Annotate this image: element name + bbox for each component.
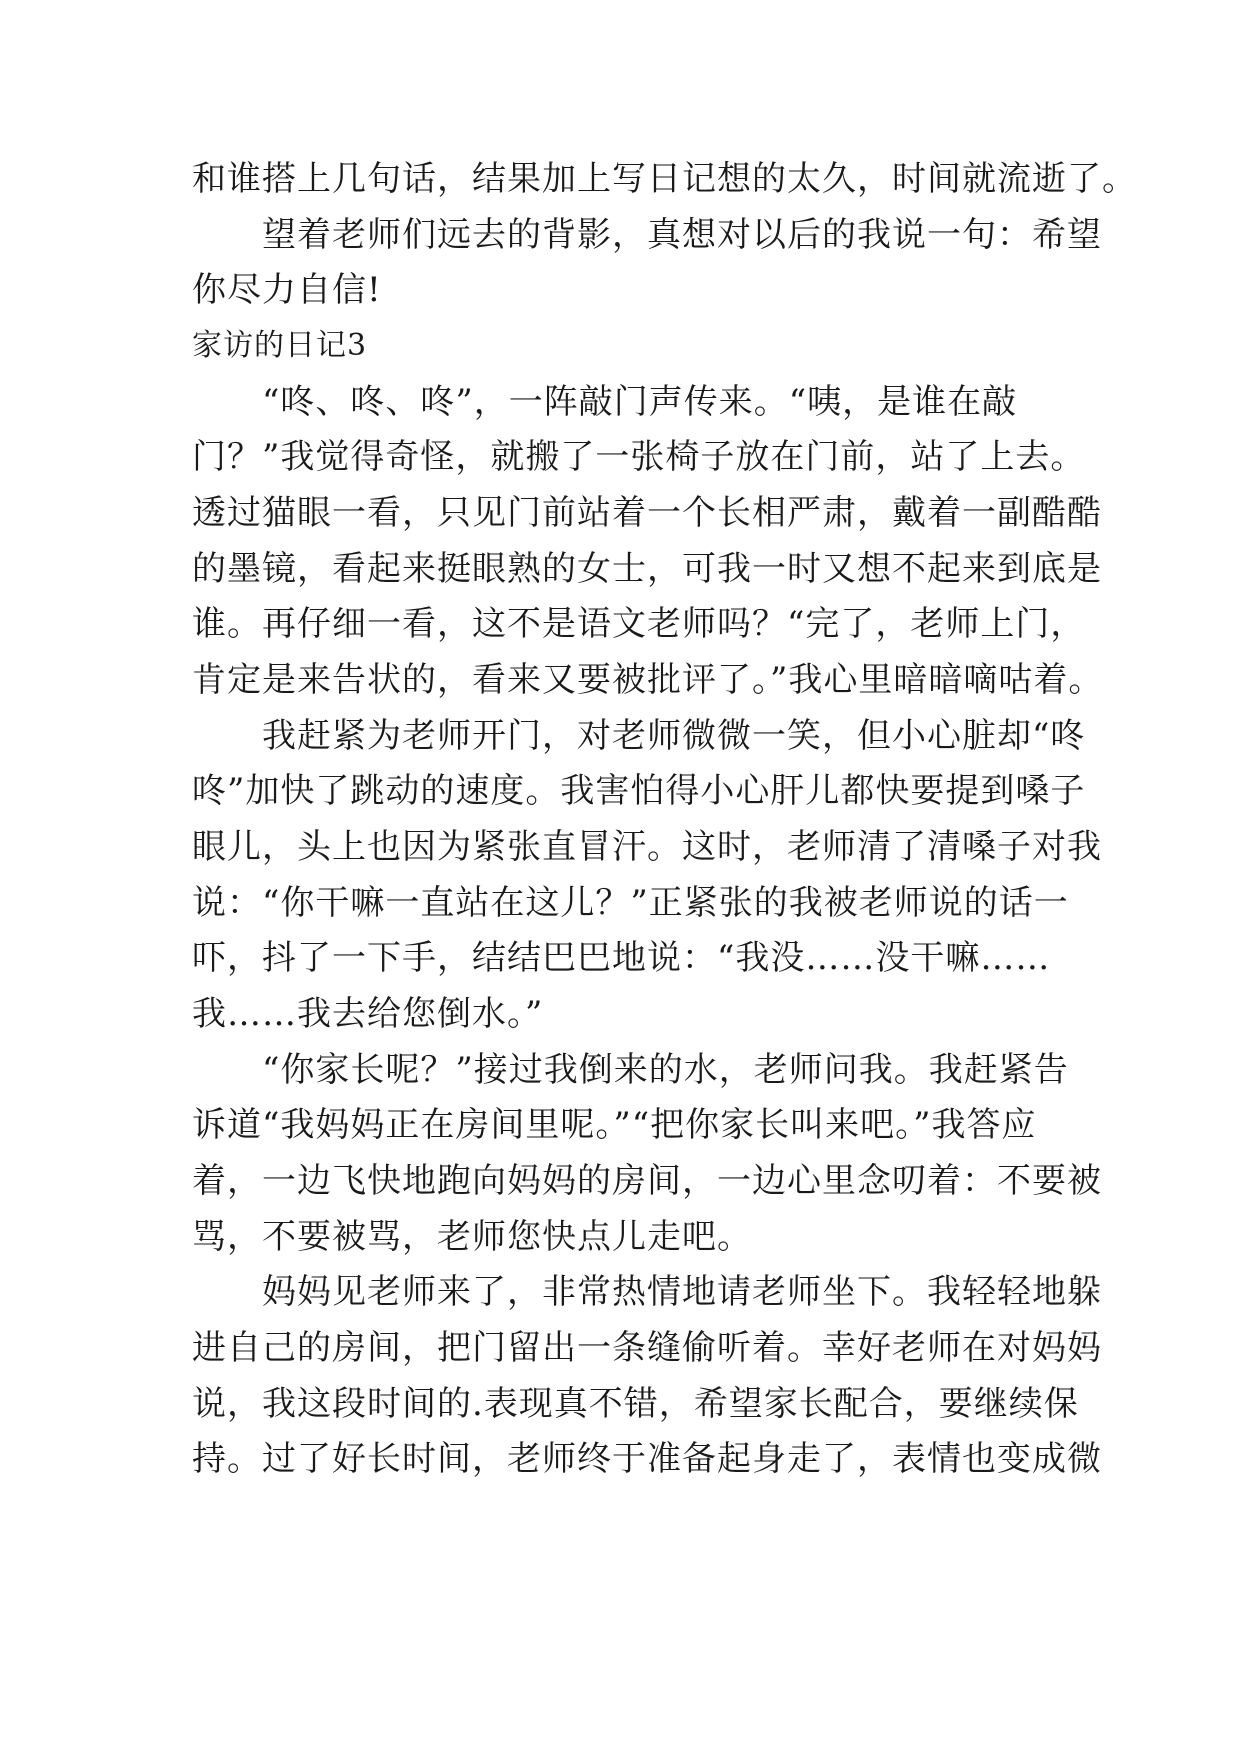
text-line: 诉道“我妈妈正在房间里呢。”“把你家长叫来吧。”我答应 — [192, 1105, 1037, 1145]
text-line: 吓，抖了一下手，结结巴巴地说：“我没……没干嘛…… — [192, 938, 1051, 978]
text-line: “你家长呢？”接过我倒来的水，老师问我。我赶紧告 — [192, 1050, 1069, 1090]
text-line: 妈妈见老师来了，非常热情地请老师坐下。我轻轻地躲 — [192, 1272, 1102, 1312]
text-line: 进自己的房间，把门留出一条缝偷听着。幸好老师在对妈妈 — [192, 1328, 1102, 1368]
text-line: 我赶紧为老师开门，对老师微微一笑，但小心脏却“咚 — [192, 716, 1086, 756]
text-line: 你尽力自信! — [192, 270, 382, 310]
text-line: 和谁搭上几句话，结果加上写日记想的太久，时间就流逝了。 — [192, 159, 1137, 199]
text-line: 持。过了好长时间，老师终于准备起身走了，表情也变成微 — [192, 1439, 1102, 1479]
text-line: 肯定是来告状的，看来又要被批评了。”我心里暗暗嘀咕着。 — [192, 660, 1104, 700]
text-line: 谁。再仔细一看，这不是语文老师吗？“完了，老师上门， — [192, 604, 1086, 644]
text-line: 门？”我觉得奇怪，就搬了一张椅子放在门前，站了上去。 — [192, 437, 1086, 477]
text-line: 我……我去给您倒水。” — [192, 994, 544, 1034]
text-line: 着，一边飞快地跑向妈妈的房间，一边心里念叨着：不要被 — [192, 1161, 1102, 1201]
text-line: 眼儿，头上也因为紧张直冒汗。这时，老师清了清嗓子对我 — [192, 827, 1102, 867]
text-line: 望着老师们远去的背影，真想对以后的我说一句：希望 — [192, 215, 1102, 255]
text-line: “咚、咚、咚”，一阵敲门声传来。“咦，是谁在敲 — [192, 382, 1018, 422]
section-heading: 家访的日记3 — [192, 328, 368, 363]
text-line: 透过猫眼一看，只见门前站着一个长相严肃，戴着一副酷酷 — [192, 493, 1102, 533]
text-line: 骂，不要被骂，老师您快点儿走吧。 — [192, 1217, 752, 1257]
text-line: 咚”加快了跳动的速度。我害怕得小心肝儿都快要提到嗓子 — [192, 771, 1086, 811]
text-line: 说，我这段时间的.表现真不错，希望家长配合，要继续保 — [192, 1384, 1079, 1424]
text-line: 说：“你干嘛一直站在这儿？”正紧张的我被老师说的话一 — [192, 883, 1069, 923]
text-line: 的墨镜，看起来挺眼熟的女士，可我一时又想不起来到底是 — [192, 549, 1102, 589]
